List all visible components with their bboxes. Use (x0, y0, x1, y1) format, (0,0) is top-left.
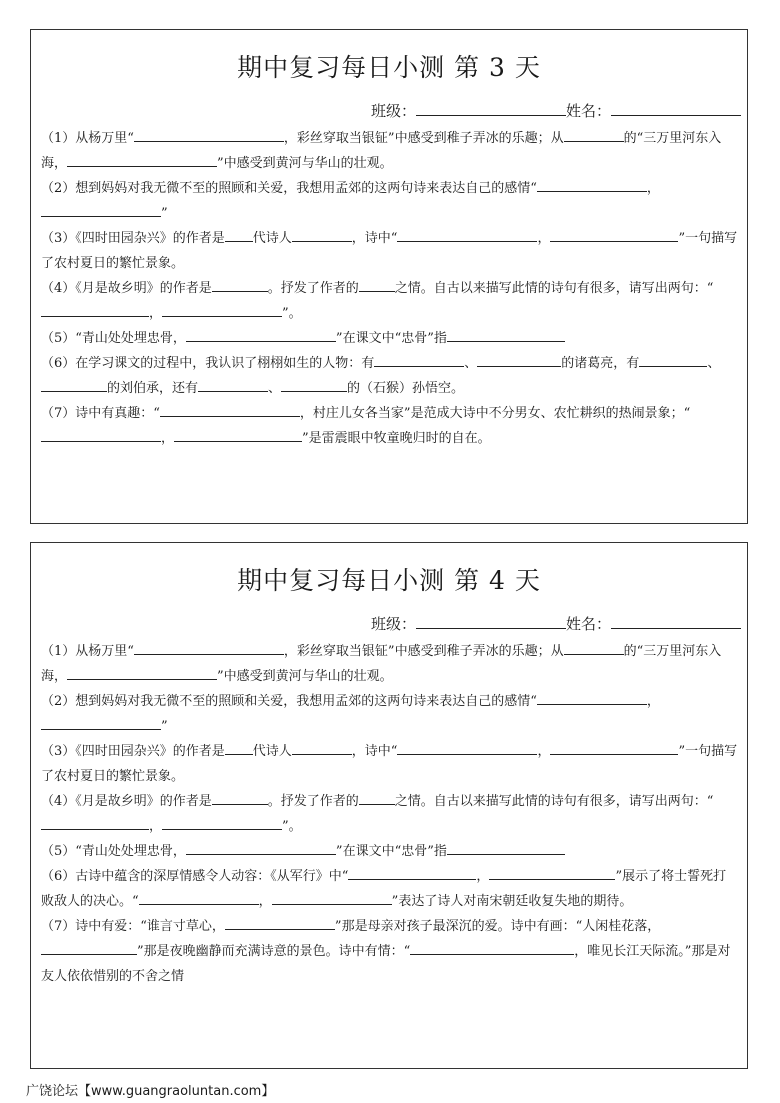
question-text: 的“三万里河东入海， (41, 131, 722, 171)
question-text: ”一句描写了农村夏日的繁忙景象。 (41, 744, 738, 784)
answer-blank[interactable] (397, 226, 537, 242)
question-text: 之情。自古以来描写此情的诗句有很多，请写出两句：“ (394, 794, 714, 809)
question-text: ”中感受到黄河与华山的壮观。 (217, 669, 393, 684)
answer-blank[interactable] (160, 401, 300, 417)
question-3 (31, 739, 747, 789)
question-text: 。抒发了作者的 (267, 281, 359, 296)
question-text: 之情。自古以来描写此情的诗句有很多，请写出两句：“ (394, 281, 714, 296)
class-name-line (31, 100, 747, 122)
class-label: 班级： (370, 102, 416, 120)
answer-blank[interactable] (139, 889, 259, 905)
answer-blank[interactable] (225, 739, 253, 755)
answer-blank[interactable] (348, 864, 476, 880)
question-text: ， (646, 694, 660, 709)
question-text: ，唯见长江天际流。”那是对友人依依惜别的不舍之情 (41, 944, 731, 984)
answer-blank[interactable] (639, 351, 707, 367)
answer-blank[interactable] (134, 639, 284, 655)
question-text: ”一句描写了农村夏日的繁忙景象。 (41, 231, 738, 271)
answer-blank[interactable] (537, 176, 647, 192)
question-text: 代诗人 (252, 231, 292, 246)
question-text: 的“三万里河东入海， (41, 644, 722, 684)
question-text: （4）《月是故乡明》的作者是 (41, 794, 212, 809)
answer-blank[interactable] (212, 276, 268, 292)
question-text: ”中感受到黄河与华山的壮观。 (217, 156, 393, 171)
name-label: 姓名： (565, 102, 611, 120)
question-6 (31, 864, 747, 914)
question-text: ”那是母亲对孩子最深沉的爱。诗中有画：“人闲桂花落， (334, 919, 661, 934)
question-text: （6）古诗中蕴含的深厚情感令人动容：《从军行》中“ (41, 869, 349, 884)
answer-blank[interactable] (447, 839, 565, 855)
answer-blank[interactable] (359, 789, 395, 805)
question-4 (31, 789, 747, 839)
class-name-line (31, 613, 747, 635)
question-text: 、 (707, 356, 721, 371)
question-7 (31, 401, 747, 451)
quiz-card-day4 (30, 542, 748, 1069)
question-1 (31, 126, 747, 176)
answer-blank[interactable] (397, 739, 537, 755)
answer-blank[interactable] (41, 714, 161, 730)
question-text: ”在课文中“忠骨”指 (335, 331, 447, 346)
question-text: ，诗中“ (351, 744, 398, 759)
answer-blank[interactable] (41, 376, 107, 392)
page-title: 期中复习每日小测 第 4 天 (237, 566, 541, 595)
class-blank[interactable] (416, 613, 566, 629)
question-2 (31, 176, 747, 226)
answer-blank[interactable] (186, 839, 336, 855)
question-text: （7）诗中有爱：“谁言寸草心， (41, 919, 225, 934)
question-text: （6）在学习课文的过程中，我认识了栩栩如生的人物：有 (41, 356, 375, 371)
question-text: （1）从杨万里“ (41, 131, 134, 146)
question-text: （1）从杨万里“ (41, 644, 134, 659)
question-text: ， (161, 431, 175, 446)
question-text: 的刘伯承，还有 (107, 381, 199, 396)
question-text: 代诗人 (252, 744, 292, 759)
question-text: （5）“青山处处埋忠骨， (41, 844, 186, 859)
name-blank[interactable] (611, 613, 741, 629)
question-text: ，彩丝穿取当银钲”中感受到稚子弄冰的乐趣；从 (283, 644, 564, 659)
answer-blank[interactable] (212, 789, 268, 805)
answer-blank[interactable] (489, 864, 615, 880)
question-text: ， (476, 869, 490, 884)
answer-blank[interactable] (162, 814, 282, 830)
answer-blank[interactable] (272, 889, 392, 905)
question-text: （7）诗中有真趣：“ (41, 406, 160, 421)
question-text: ”那是夜晚幽静而充满诗意的景色。诗中有情：“ (137, 944, 411, 959)
answer-blank[interactable] (162, 301, 282, 317)
answer-blank[interactable] (41, 201, 161, 217)
answer-blank[interactable] (292, 739, 352, 755)
question-7 (31, 914, 747, 989)
question-5 (31, 839, 747, 864)
question-text: 的诸葛亮，有 (561, 356, 640, 371)
question-text: ” (161, 206, 168, 221)
answer-blank[interactable] (41, 301, 149, 317)
answer-blank[interactable] (225, 226, 253, 242)
question-text: ，村庄儿女各当家”是范成大诗中不分男女、农忙耕织的热闹景象；“ (299, 406, 691, 421)
answer-blank[interactable] (374, 351, 464, 367)
name-label: 姓名： (565, 615, 611, 633)
class-label: 班级： (370, 615, 416, 633)
question-text: （2）想到妈妈对我无微不至的照顾和关爱，我想用孟郊的这两句诗来表达自己的感情“ (41, 181, 537, 196)
question-text: （4）《月是故乡明》的作者是 (41, 281, 212, 296)
question-text: ，彩丝穿取当银钲”中感受到稚子弄冰的乐趣；从 (283, 131, 564, 146)
class-blank[interactable] (416, 100, 566, 116)
question-5 (31, 326, 747, 351)
question-4 (31, 276, 747, 326)
question-3 (31, 226, 747, 276)
question-text: ”展示了将士誓死打败敌人的决心。“ (41, 869, 727, 909)
question-text: ， (646, 181, 660, 196)
question-text: （3）《四时田园杂兴》的作者是 (41, 231, 225, 246)
question-text: （5）“青山处处埋忠骨， (41, 331, 186, 346)
quiz-card-day3 (30, 29, 748, 524)
question-6 (31, 351, 747, 401)
question-text: ， (149, 306, 163, 321)
answer-blank[interactable] (281, 376, 347, 392)
question-1 (31, 639, 747, 689)
question-text: 、 (464, 356, 478, 371)
answer-blank[interactable] (477, 351, 561, 367)
question-text: ” (161, 719, 168, 734)
answer-blank[interactable] (41, 426, 161, 442)
question-text: ”是雷震眼中牧童晚归时的自在。 (302, 431, 491, 446)
answer-blank[interactable] (41, 939, 137, 955)
answer-blank[interactable] (410, 939, 574, 955)
question-text: （3）《四时田园杂兴》的作者是 (41, 744, 225, 759)
answer-blank[interactable] (447, 326, 565, 342)
answer-blank[interactable] (292, 226, 352, 242)
answer-blank[interactable] (550, 226, 678, 242)
page-title: 期中复习每日小测 第 3 天 (237, 53, 541, 82)
answer-blank[interactable] (537, 689, 647, 705)
question-text: ”。 (282, 306, 302, 321)
answer-blank[interactable] (564, 126, 624, 142)
answer-blank[interactable] (67, 151, 217, 167)
question-text: ， (537, 744, 551, 759)
question-text: ”。 (282, 819, 302, 834)
answer-blank[interactable] (550, 739, 678, 755)
answer-blank[interactable] (564, 639, 624, 655)
answer-blank[interactable] (359, 276, 395, 292)
answer-blank[interactable] (41, 814, 149, 830)
footer-source: 广饶论坛【www.guangraoluntan.com】 (26, 1084, 275, 1099)
question-text: ，诗中“ (351, 231, 398, 246)
answer-blank[interactable] (198, 376, 268, 392)
question-text: 的（石猴）孙悟空。 (347, 381, 465, 396)
question-text: ”在课文中“忠骨”指 (335, 844, 447, 859)
question-text: ， (149, 819, 163, 834)
answer-blank[interactable] (67, 664, 217, 680)
question-text: ”表达了诗人对南宋朝廷收复失地的期待。 (391, 894, 633, 909)
name-blank[interactable] (611, 100, 741, 116)
question-text: （2）想到妈妈对我无微不至的照顾和关爱，我想用孟郊的这两句诗来表达自己的感情“ (41, 694, 537, 709)
answer-blank[interactable] (134, 126, 284, 142)
question-text: 、 (268, 381, 282, 396)
question-text: ， (258, 894, 272, 909)
answer-blank[interactable] (186, 326, 336, 342)
question-2 (31, 689, 747, 739)
answer-blank[interactable] (174, 426, 302, 442)
question-text: 。抒发了作者的 (267, 794, 359, 809)
question-text: ， (537, 231, 551, 246)
answer-blank[interactable] (225, 914, 335, 930)
